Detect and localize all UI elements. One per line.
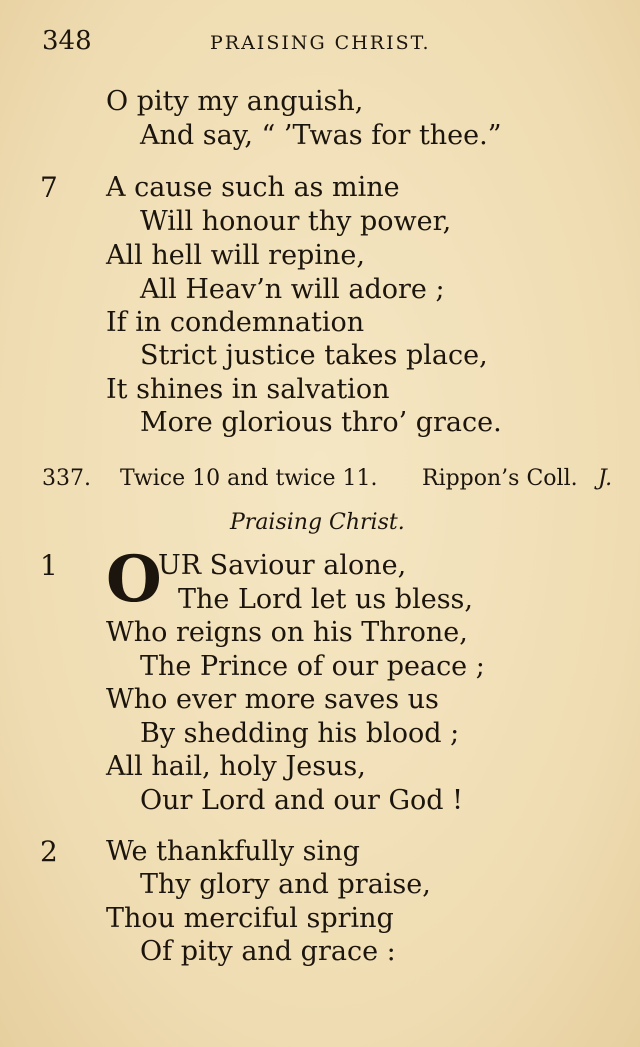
hymn-number: 337. (42, 466, 91, 491)
verse-number: 1 (40, 549, 58, 582)
verse-number: 7 (40, 171, 58, 204)
verse-line: Of pity and grace : (140, 936, 396, 967)
verse-line: The Prince of our peace ; (140, 651, 485, 682)
verse-line: Who ever more saves us (106, 684, 439, 715)
hymn-meter: Twice 10 and twice 11. (120, 466, 378, 491)
running-head: PRAISING CHRIST. (210, 32, 431, 54)
verse-line: If in condemnation (106, 307, 365, 338)
page-number: 348 (42, 26, 92, 56)
verse-line: All Heav’n will adore ; (140, 274, 445, 305)
verse-line: O pity my anguish, (106, 86, 364, 117)
page-header (42, 26, 620, 58)
hymn-source-initial: J. (598, 466, 613, 491)
verse-line: All hell will repine, (106, 240, 365, 271)
verse-number: 2 (40, 835, 58, 868)
verse-line: We thankfully sing (106, 836, 360, 867)
verse-line: It shines in salvation (106, 374, 390, 405)
verse-line: A cause such as mine (106, 172, 400, 203)
hymn-source: Rippon’s Coll. (422, 466, 578, 491)
verse-line: By shedding his blood ; (140, 718, 460, 749)
verse-line: Thou merciful spring (106, 903, 394, 934)
drop-cap: O (106, 542, 162, 617)
verse-line: Who reigns on his Throne, (106, 617, 468, 648)
verse-line: And say, “ ’Twas for thee.” (140, 120, 502, 151)
verse-line: Will honour thy power, (140, 206, 452, 237)
verse-line: UR Saviour alone, (158, 550, 407, 581)
verse-line: More glorious thro’ grace. (140, 407, 502, 438)
hymn-heading (42, 464, 624, 494)
verse-line: Our Lord and our God ! (140, 785, 463, 816)
verse-line: Thy glory and praise, (140, 869, 431, 900)
verse-line: All hail, holy Jesus, (106, 751, 366, 782)
verse-line: Strict justice takes place, (140, 340, 488, 371)
verse-line: The Lord let us bless, (178, 584, 473, 615)
hymn-title: Praising Christ. (230, 510, 405, 535)
